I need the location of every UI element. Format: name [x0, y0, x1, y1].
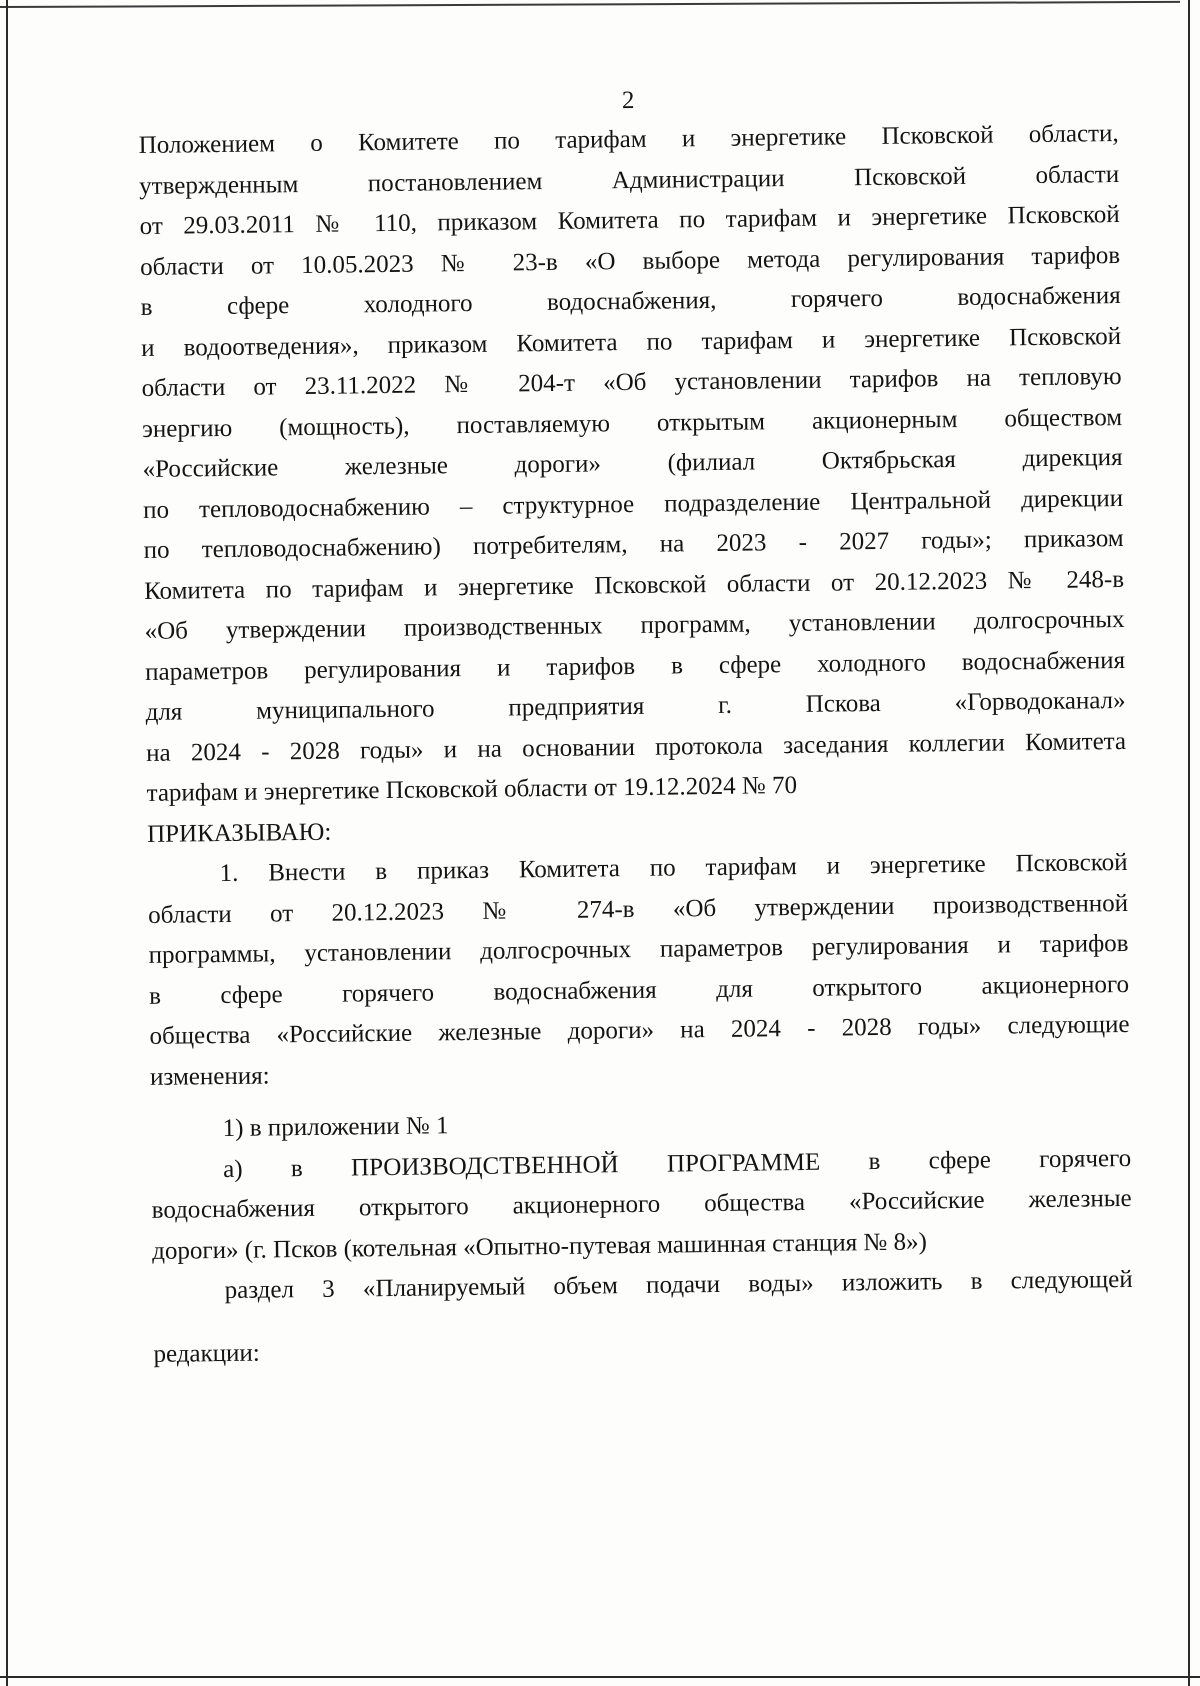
scan-right-edge	[1188, 0, 1190, 1686]
text-line: на 2024 - 2028 годы» и на основании протокола заседания коллегии Комитета	[145, 727, 1127, 767]
page-number: 2	[621, 86, 635, 115]
scan-top-edge	[0, 1, 1180, 8]
text-line: параметров регулирования и тарифов в сфере холодного водоснабжения	[144, 646, 1126, 686]
text-line: тарифам и энергетике Псковской области от 19.12.2024 № 70	[146, 772, 798, 807]
order-heading: ПРИКАЗЫВАЮ:	[146, 818, 332, 848]
text-line: области от 20.12.2023 № 274-в «Об утверждении производственной	[147, 889, 1129, 929]
text-line: по тепловодоснабжению – структурное подразделение Центральной дирекции	[142, 484, 1124, 524]
text-line: «Российские железные дороги» (филиал Октябрьская дирекция	[142, 443, 1123, 483]
text-line: Положением о Комитете по тарифам и энергетике Псковской области,	[138, 120, 1119, 159]
text-line: в сфере горячего водоснабжения для открытого акционерного	[148, 970, 1130, 1010]
scan-left-edge	[6, 0, 8, 1686]
text-line: дороги» (г. Псков (котельная «Опытно-путевая машинная станция № 8»)	[152, 1227, 928, 1265]
text-line: а) в ПРОИЗВОДСТВЕННОЙ ПРОГРАММЕ в сфере горячего	[223, 1144, 1132, 1183]
text-line: общества «Российские железные дороги» на 2024 - 2028 годы» следующие	[149, 1010, 1130, 1050]
text-line: программы, установлении долгосрочных параметров регулирования и тарифов	[148, 929, 1129, 969]
document-text	[138, 76, 1134, 1375]
text-line: Комитета по тарифам и энергетике Псковской области от 20.12.2023 № 248-в	[143, 565, 1125, 605]
text-line: «Об утверждении производственных программ, установлении долгосрочных	[144, 605, 1125, 645]
text-line: и водоотведения», приказом Комитета по тарифам и энергетике Псковской	[141, 322, 1122, 362]
text-line: от 29.03.2011 № 110, приказом Комитета по тарифам и энергетике Псковской	[139, 201, 1120, 240]
text-line: раздел 3 «Планируемый объем подачи воды» изложить в следующей	[224, 1265, 1133, 1305]
scan-bottom-edge	[0, 1676, 1200, 1678]
text-line: 1) в приложении № 1	[222, 1112, 449, 1143]
text-line: водоснабжения открытого акционерного общества «Российские железные	[151, 1184, 1132, 1224]
text-line: области от 10.05.2023 № 23-в «О выборе метода регулирования тарифов	[140, 241, 1121, 281]
text-line: 1. Внести в приказ Комитета по тарифам и энергетике Псковской	[219, 848, 1128, 888]
text-line: для муниципального предприятия г. Пскова «Горводоканал»	[145, 686, 1126, 726]
text-line: редакции:	[153, 1339, 260, 1368]
text-line: по тепловодоснабжению) потребителям, на 2023 - 2027 годы»; приказом	[143, 524, 1124, 564]
text-line: в сфере холодного водоснабжения, горячего водоснабжения	[140, 282, 1121, 321]
text-line: изменения:	[149, 1061, 270, 1091]
text-line: утвержденным постановлением Администрации Псковской области	[139, 160, 1120, 200]
text-line: энергию (мощность), поставляемую открытым акционерным обществом	[142, 403, 1123, 443]
text-line: области от 23.11.2022 № 204-т «Об установлении тарифов на тепловую	[141, 363, 1122, 402]
